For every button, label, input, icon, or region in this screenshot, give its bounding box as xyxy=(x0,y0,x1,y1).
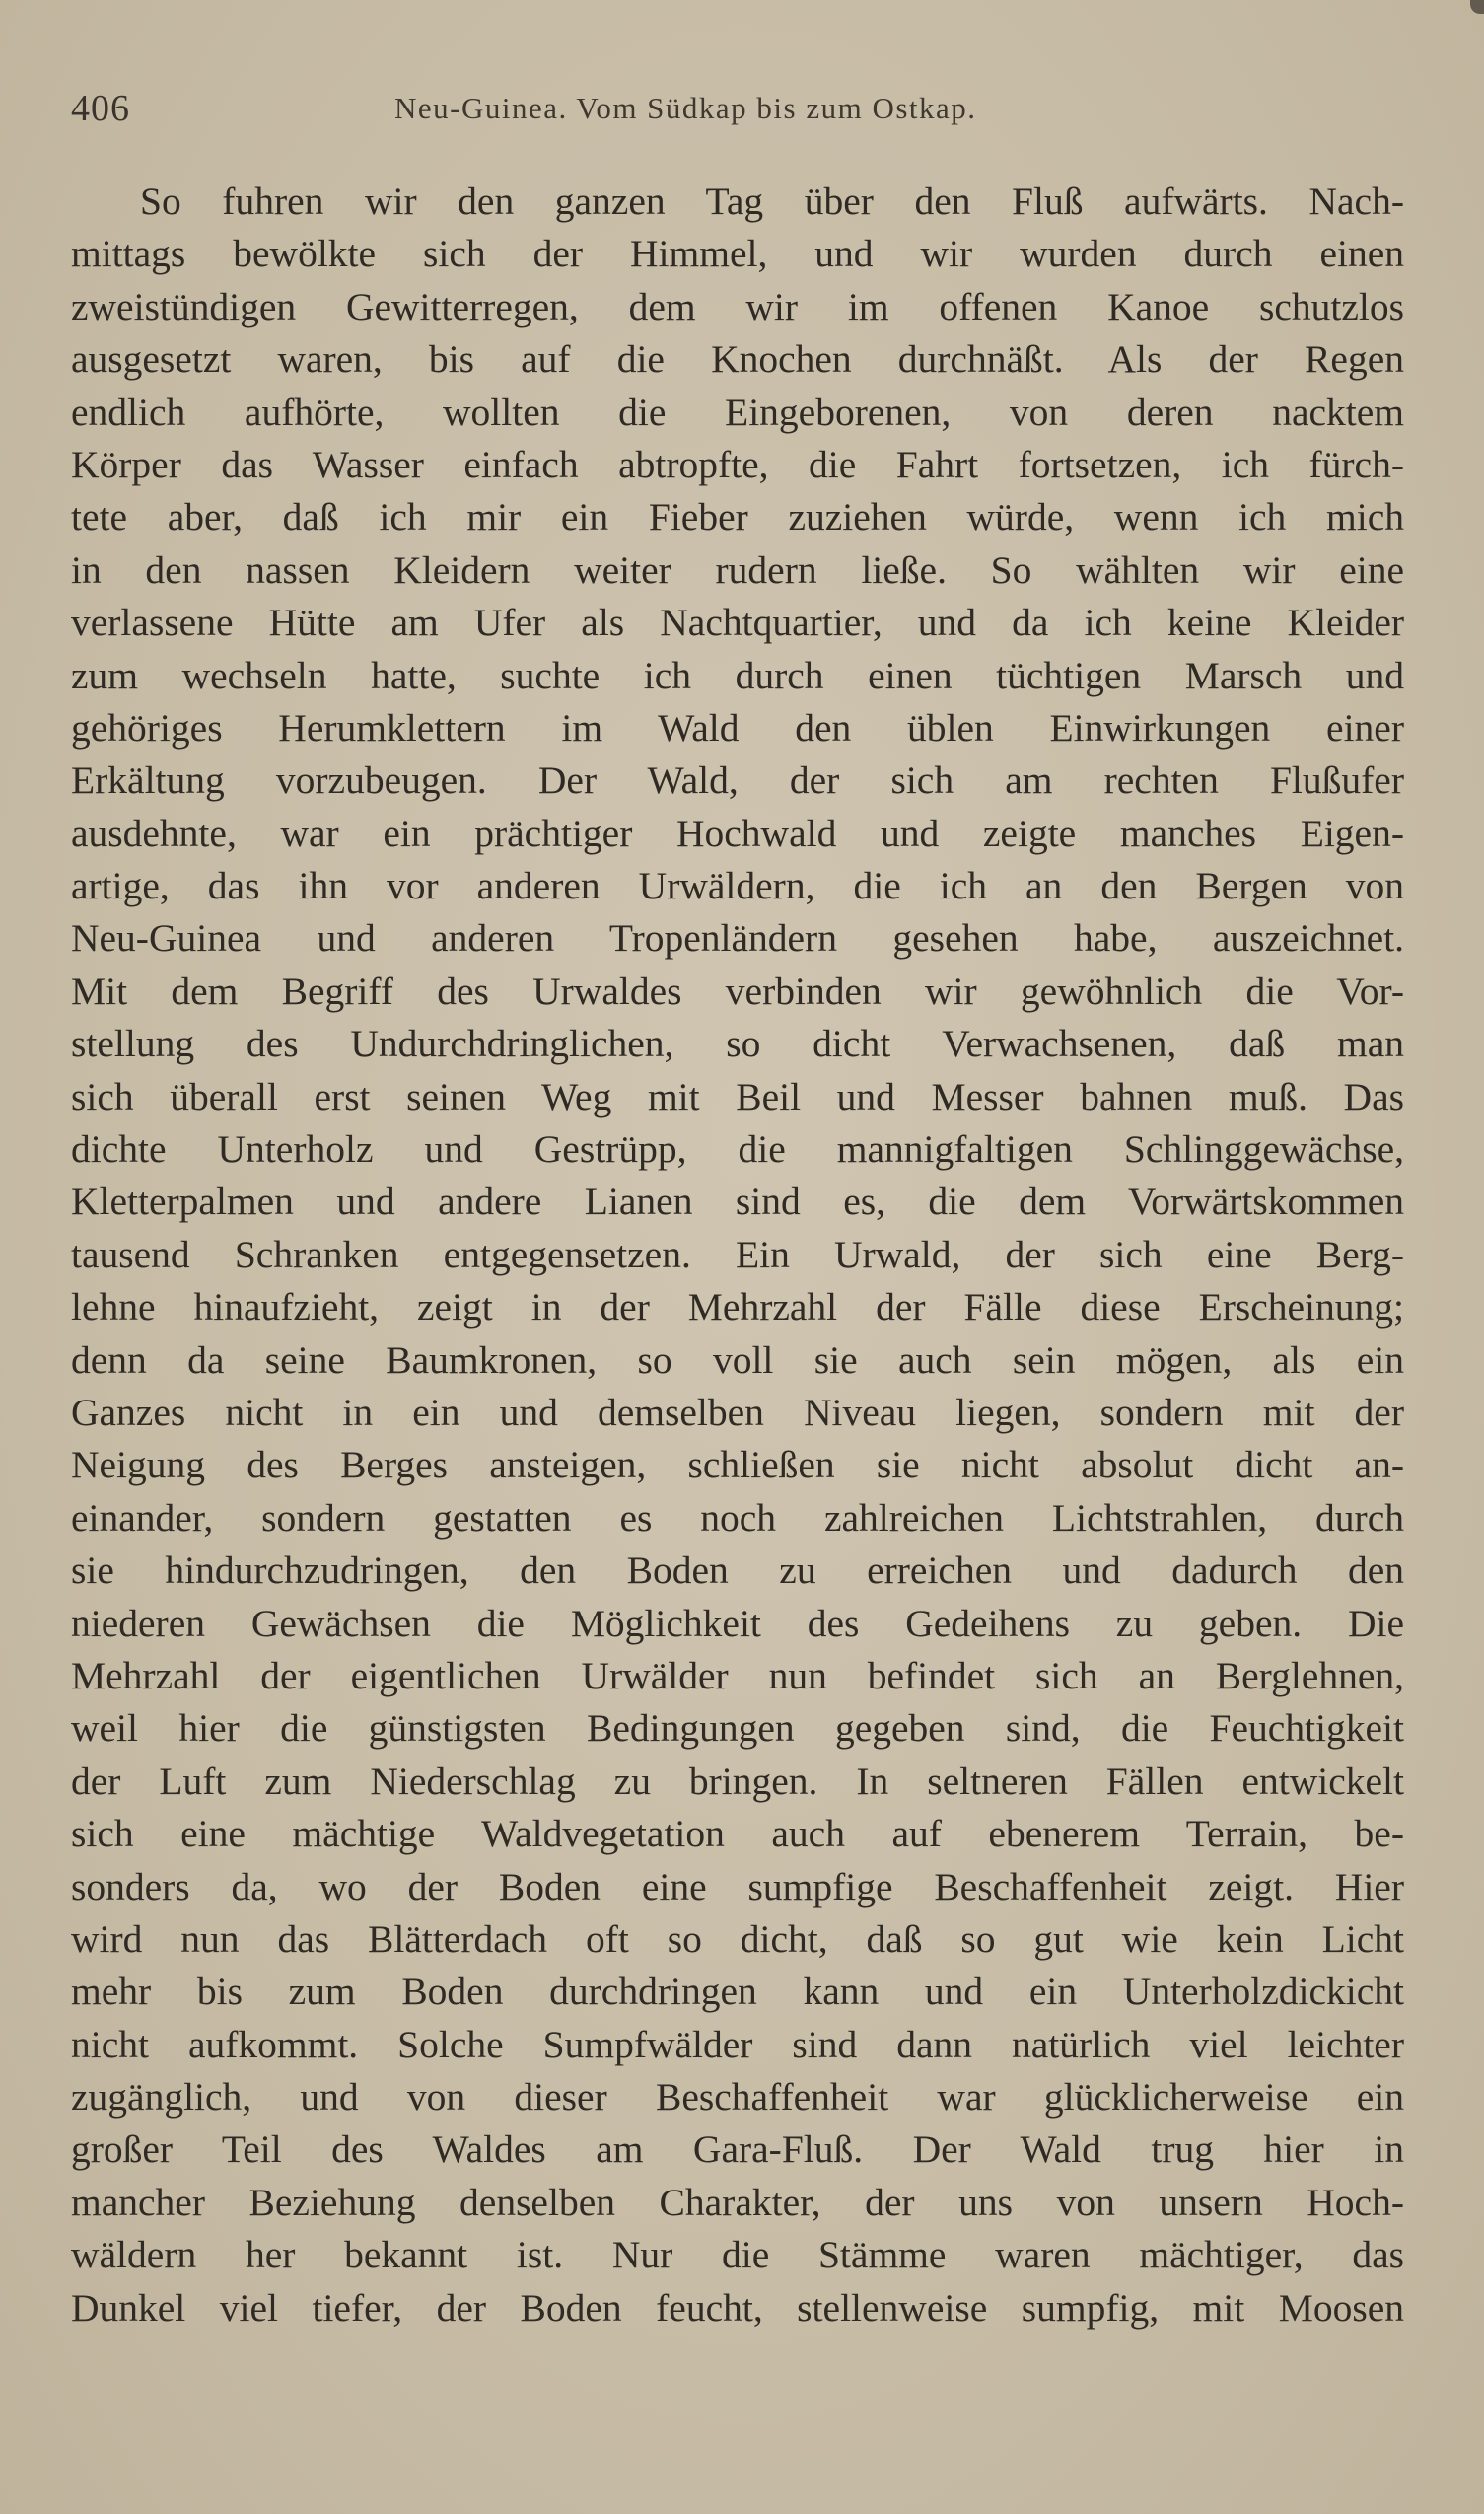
text-line: wird nun das Blätterdach oft so dicht, daß so gut wie kein Licht xyxy=(71,1916,1404,1961)
text-line: verlassene Hütte am Ufer als Nachtquartier, und da ich keine Kleider xyxy=(71,601,1404,645)
page-corner-mark xyxy=(1470,0,1484,14)
text-line: sie hindurchzudringen, den Boden zu erreichen und dadurch den xyxy=(71,1548,1404,1593)
text-line: der Luft zum Niederschlag zu bringen. In seltneren Fällen entwickelt xyxy=(71,1759,1404,1803)
text-line: Neu-Guinea und anderen Tropenländern gesehen habe, auszeichnet. xyxy=(71,916,1404,961)
text-line: So fuhren wir den ganzen Tag über den Fluß aufwärts. Nach- xyxy=(140,180,1404,223)
text-line: wäldern her bekannt ist. Nur die Stämme waren mächtiger, das xyxy=(71,2233,1404,2277)
text-line: einander, sondern gestatten es noch zahlreichen Lichtstrahlen, durch xyxy=(71,1495,1404,1540)
text-line: ausdehnte, war ein prächtiger Hochwald und zeigte manches Eigen- xyxy=(71,811,1404,855)
text-line: zugänglich, und von dieser Beschaffenheit war glücklicherweise ein xyxy=(71,2075,1404,2119)
text-line: mancher Beziehung denselben Charakter, der uns von unsern Hoch- xyxy=(71,2180,1404,2224)
page-number: 406 xyxy=(71,88,130,129)
text-line: sich eine mächtige Waldvegetation auch auf ebenerem Terrain, be- xyxy=(71,1812,1404,1856)
text-line: Erkältung vorzubeugen. Der Wald, der sich am rechten Flußufer xyxy=(71,758,1404,803)
text-line: artige, das ihn vor anderen Urwäldern, die ich an den Bergen von xyxy=(71,864,1404,908)
text-line: Körper das Wasser einfach abtropfte, die Fahrt fortsetzen, ich fürch- xyxy=(71,442,1404,486)
text-line: Mit dem Begriff des Urwaldes verbinden wir gewöhnlich die Vor- xyxy=(71,969,1404,1013)
running-head: Neu-Guinea. Vom Südkap bis zum Ostkap. xyxy=(394,91,977,125)
text-line: stellung des Undurchdringlichen, so dicht Verwachsenen, daß man xyxy=(71,1022,1404,1066)
text-line: nicht aufkommt. Solche Sumpfwälder sind dann natürlich viel leichter xyxy=(71,2022,1404,2066)
text-line: Kletterpalmen und andere Lianen sind es, die dem Vorwärtskommen xyxy=(71,1180,1404,1224)
body-text xyxy=(71,176,1404,2334)
text-line: Ganzes nicht in ein und demselben Niveau liegen, sondern mit der xyxy=(71,1390,1404,1434)
text-line: mittags bewölkte sich der Himmel, und wir wurden durch einen xyxy=(71,232,1404,276)
text-line: großer Teil des Waldes am Gara-Fluß. Der Wald trug hier in xyxy=(71,2127,1404,2172)
text-line: lehne hinaufzieht, zeigt in der Mehrzahl der Fälle diese Erscheinung; xyxy=(71,1285,1404,1329)
text-line: Dunkel viel tiefer, der Boden feucht, stellenweise sumpfig, mit Moosen xyxy=(71,2285,1404,2330)
text-line: in den nassen Kleidern weiter rudern ließe. So wählten wir eine xyxy=(71,547,1404,592)
text-line: sonders da, wo der Boden eine sumpfige Beschaffenheit zeigt. Hier xyxy=(71,1864,1404,1908)
text-line: Mehrzahl der eigentlichen Urwälder nun befindet sich an Berglehnen, xyxy=(71,1653,1404,1697)
text-line: zweistündigen Gewitterregen, dem wir im offenen Kanoe schutzlos xyxy=(71,284,1404,328)
text-line: tete aber, daß ich mir ein Fieber zuziehen würde, wenn ich mich xyxy=(71,495,1404,539)
text-line: dichte Unterholz und Gestrüpp, die mannigfaltigen Schlinggewächse, xyxy=(71,1127,1404,1172)
text-line: mehr bis zum Boden durchdringen kann und ein Unterholzdickicht xyxy=(71,1970,1404,2014)
page-header xyxy=(71,87,1415,136)
text-line: sich überall erst seinen Weg mit Beil und Messer bahnen muß. Das xyxy=(71,1074,1404,1118)
text-line: weil hier die günstigsten Bedingungen gegeben sind, die Feuchtigkeit xyxy=(71,1706,1404,1751)
text-line: zum wechseln hatte, suchte ich durch einen tüchtigen Marsch und xyxy=(71,653,1404,697)
text-line: endlich aufhörte, wollten die Eingeborenen, von deren nacktem xyxy=(71,390,1404,434)
text-line: ausgesetzt waren, bis auf die Knochen durchnäßt. Als der Regen xyxy=(71,337,1404,382)
text-line: denn da seine Baumkronen, so voll sie auch sein mögen, als ein xyxy=(71,1337,1404,1382)
text-line: Neigung des Berges ansteigen, schließen sie nicht absolut dicht an- xyxy=(71,1443,1404,1487)
text-line: gehöriges Herumklettern im Wald den üblen Einwirkungen einer xyxy=(71,705,1404,750)
text-line: niederen Gewächsen die Möglichkeit des Gedeihens zu geben. Die xyxy=(71,1601,1404,1645)
text-line: tausend Schranken entgegensetzen. Ein Urwald, der sich eine Berg- xyxy=(71,1232,1404,1276)
